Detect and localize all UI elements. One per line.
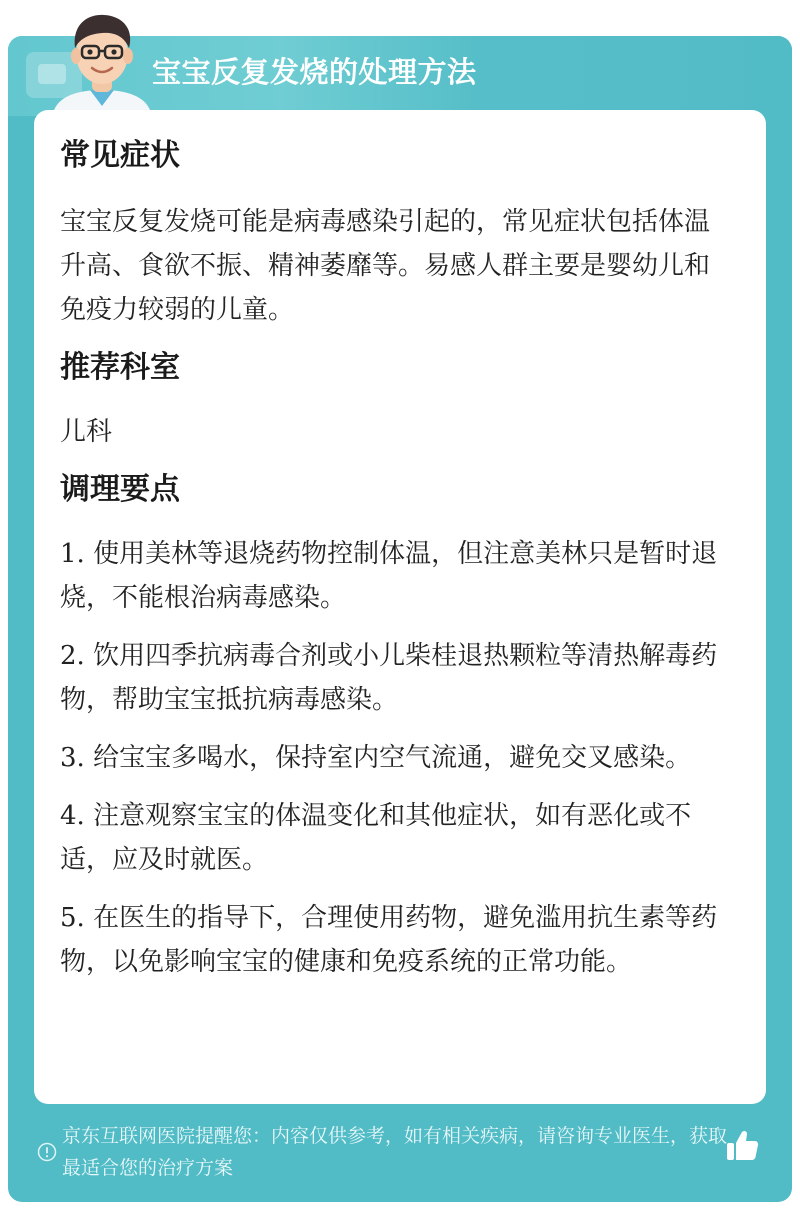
list-item xyxy=(60,896,730,984)
list-item-text: 注意观察宝宝的体温变化和其他症状，如有恶化或不适，应及时就医。 xyxy=(60,801,692,875)
list-item-number: 1. xyxy=(60,539,85,569)
list-item-text: 使用美林等退烧药物控制体温，但注意美林只是暂时退烧，不能根治病毒感染。 xyxy=(60,539,718,613)
section-heading-care-points: 调理要点 xyxy=(60,472,180,507)
list-item-number: 4. xyxy=(60,801,85,831)
list-item xyxy=(60,634,730,722)
thumbs-up-icon[interactable] xyxy=(724,1128,760,1164)
section-body-department: 儿科 xyxy=(60,417,113,447)
list-item-text: 给宝宝多喝水，保持室内空气流通，避免交叉感染。 xyxy=(93,743,692,773)
page-title: 宝宝反复发烧的处理方法 xyxy=(152,55,477,89)
list-item-text: 在医生的指导下，合理使用药物，避免滥用抗生素等药物，以免影响宝宝的健康和免疫系统的正常功能。 xyxy=(60,903,718,977)
list-item xyxy=(60,794,730,882)
list-item-number: 5. xyxy=(60,903,85,933)
section-heading-department: 推荐科室 xyxy=(60,350,180,385)
doctor-avatar xyxy=(44,6,160,118)
footer-disclaimer: 京东互联网医院提醒您：内容仅供参考，如有相关疾病，请咨询专业医生，获取最适合您的治疗方案 xyxy=(62,1125,728,1179)
list-item xyxy=(60,532,730,620)
care-points-list xyxy=(60,532,730,998)
list-item xyxy=(60,736,730,780)
list-item-number: 2. xyxy=(60,641,85,671)
section-body-symptoms: 宝宝反复发烧可能是病毒感染引起的，常见症状包括体温升高、食欲不振、精神萎靡等。易感人群主要是婴幼儿和免疫力较弱的儿童。 xyxy=(60,207,711,325)
section-heading-symptoms: 常见症状 xyxy=(60,138,180,173)
info-icon xyxy=(37,1142,57,1162)
list-item-text: 饮用四季抗病毒合剂或小儿柴桂退热颗粒等清热解毒药物，帮助宝宝抵抗病毒感染。 xyxy=(60,641,718,715)
list-item-number: 3. xyxy=(60,743,85,773)
